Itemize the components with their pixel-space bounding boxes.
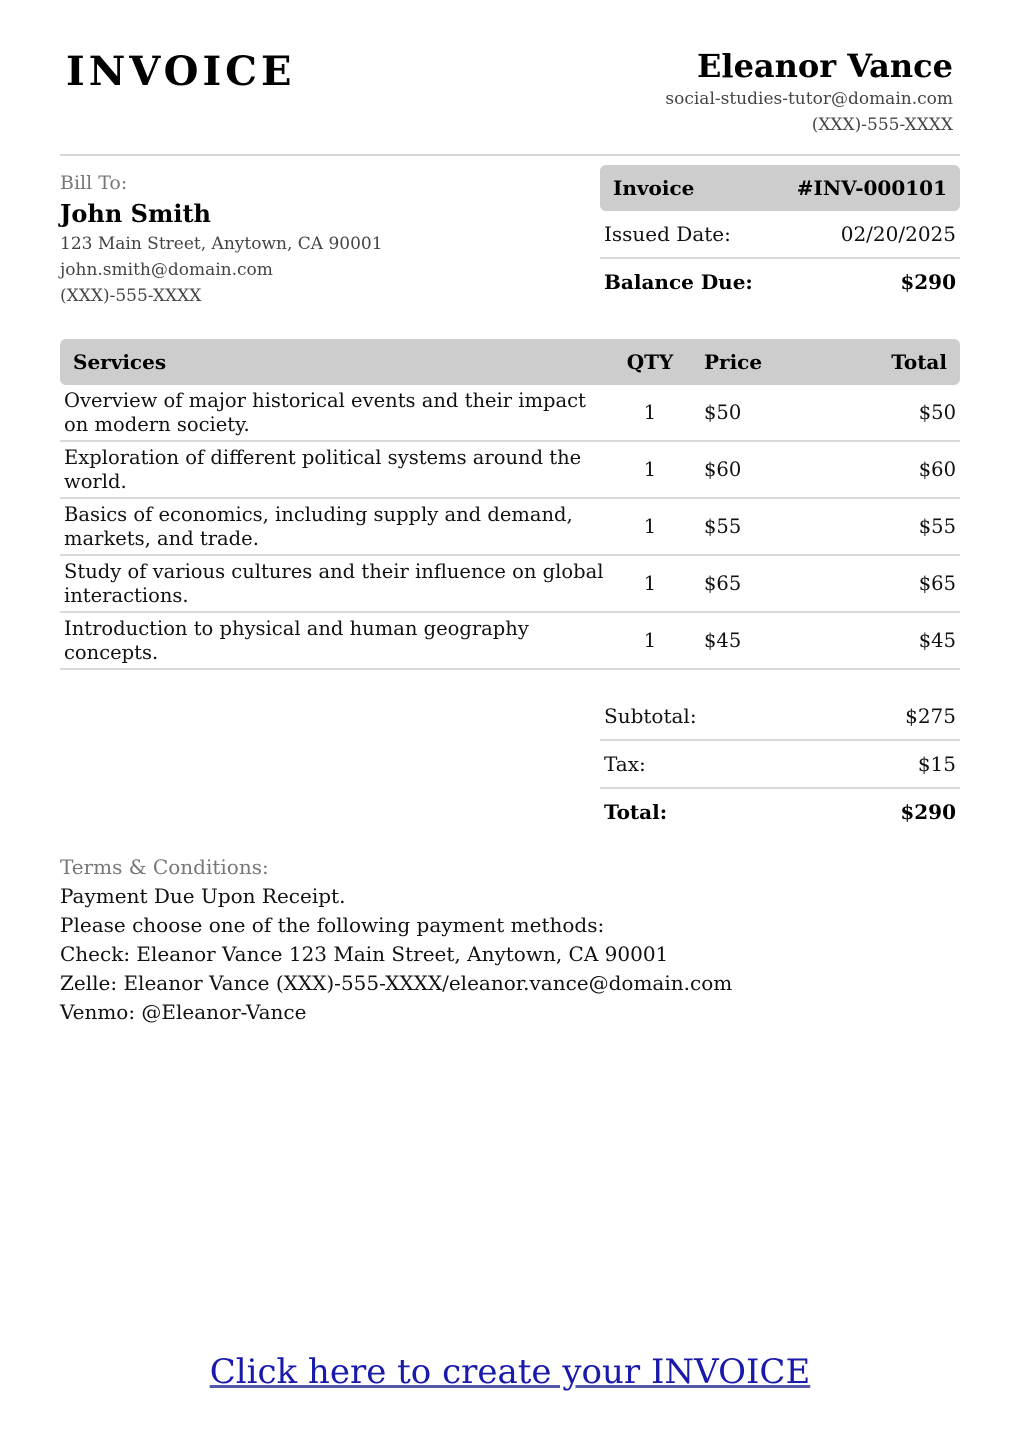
service-description: Basics of economics, including supply and demand, markets, and trade. [64,502,573,550]
sender-phone: (XXX)-555-XXXX [811,115,953,135]
invoice-header [60,0,960,156]
invoice-meta-box [600,165,960,305]
table-row [60,442,960,499]
header-price: Price [704,350,763,374]
table-row [60,556,960,613]
balance-due-value: $290 [900,270,956,294]
client-address: 123 Main Street, Anytown, CA 90001 [60,234,383,254]
service-total: $50 [918,401,956,424]
balance-due-row [600,259,960,305]
service-qty: 1 [643,572,657,595]
total-row [600,789,960,835]
document-title: INVOICE [66,48,296,95]
bill-to-section [60,170,560,309]
terms-line: Payment Due Upon Receipt. [60,884,346,908]
total-label: Total: [604,800,668,824]
total-value: $290 [900,800,956,824]
service-price: $55 [704,515,742,538]
header-services: Services [73,350,167,374]
terms-label: Terms & Conditions: [60,855,269,879]
terms-line: Please choose one of the following payment methods: [60,913,605,937]
service-price: $60 [704,458,742,481]
service-price: $65 [704,572,742,595]
bill-to-label: Bill To: [60,172,128,194]
client-phone: (XXX)-555-XXXX [60,286,202,306]
service-description: Exploration of different political systems around the world. [64,445,582,493]
client-name: John Smith [60,199,211,228]
service-qty: 1 [643,458,657,481]
sender-info [665,46,953,138]
table-row [60,613,960,670]
invoice-page [60,0,960,1024]
service-total: $55 [918,515,956,538]
services-table-header [60,339,960,385]
terms-line: Check: Eleanor Vance 123 Main Street, Anytown, CA 90001 [60,942,669,966]
sender-name: Eleanor Vance [697,47,953,85]
sender-email: social-studies-tutor@domain.com [665,89,953,109]
issued-date-label: Issued Date: [604,222,731,246]
invoice-number-header [600,165,960,211]
service-qty: 1 [643,401,657,424]
subtotal-label: Subtotal: [604,704,697,728]
balance-due-label: Balance Due: [604,270,753,294]
subtotal-row [600,693,960,741]
invoice-number: #INV-000101 [796,176,947,200]
table-row [60,499,960,556]
terms-line: Zelle: Eleanor Vance (XXX)-555-XXXX/eleanor.vance@domain.com [60,971,733,995]
cta-section [0,1352,1020,1392]
tax-row [600,741,960,789]
header-qty: QTY [626,350,674,374]
issued-date-value: 02/20/2025 [840,222,956,246]
create-invoice-link[interactable]: Click here to create your INVOICE [209,1352,811,1392]
terms-line: Venmo: @Eleanor-Vance [60,1000,307,1024]
subtotal-value: $275 [905,704,956,728]
service-price: $50 [704,401,742,424]
service-qty: 1 [643,515,657,538]
service-price: $45 [704,629,742,652]
services-table [60,339,960,670]
service-total: $45 [918,629,956,652]
totals-section [600,693,960,835]
terms-section [60,853,960,1027]
table-row [60,385,960,442]
invoice-label: Invoice [613,176,695,200]
service-qty: 1 [643,629,657,652]
service-description: Introduction to physical and human geography concepts. [64,616,529,664]
client-email: john.smith@domain.com [60,260,273,280]
header-total: Total [891,350,947,374]
tax-label: Tax: [604,752,646,776]
service-description: Overview of major historical events and their impact on modern society. [64,388,586,436]
tax-value: $15 [917,752,956,776]
service-total: $60 [918,458,956,481]
issued-date-row [600,211,960,259]
service-description: Study of various cultures and their influence on global interactions. [64,559,604,607]
service-total: $65 [918,572,956,595]
